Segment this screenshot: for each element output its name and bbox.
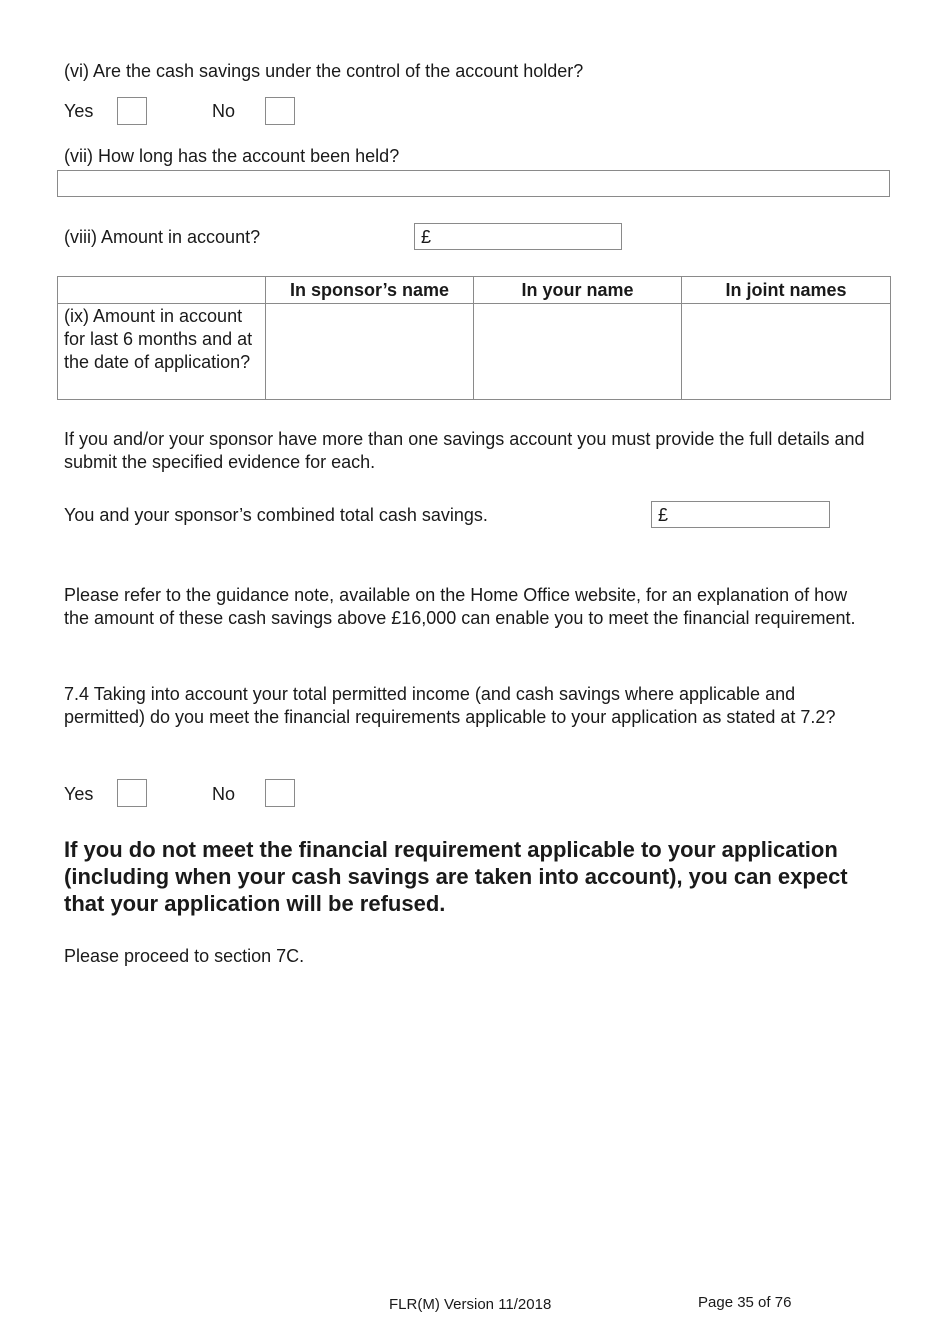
table-row [58,304,891,400]
multiple-accounts-note: If you and/or your sponsor have more than one savings account you must provide the full details and submit the specified evidence for each. [64,429,865,472]
combined-total-field[interactable] [651,501,830,528]
form-version: FLR(M) Version 11/2018 [389,1296,552,1313]
amount-in-account-field[interactable] [414,223,622,250]
question-7-4-yes-checkbox[interactable] [117,779,147,807]
savings-amount-table [57,276,891,400]
sponsor-name-amount-cell[interactable] [266,304,474,400]
pound-sign: £ [658,505,669,525]
table-header-your-name: In your name [474,277,682,304]
refusal-warning: If you do not meet the financial requirement applicable to your application (including when your cash savings are taken into account), you can expect that your application will be refused. [64,837,848,916]
question-viii: (viii) Amount in account? [64,227,261,247]
question-vi: (vi) Are the cash savings under the control of the account holder? [64,61,584,81]
guidance-note: Please refer to the guidance note, available on the Home Office website, for an explanation of how the amount of these cash savings above £16,000 can enable you to meet the financial requirement. [64,585,856,628]
account-held-duration-field[interactable] [57,170,890,197]
table-header-row [58,277,891,304]
table-header-sponsor: In sponsor’s name [266,277,474,304]
page-number: Page 35 of 76 [698,1294,792,1311]
table-header-joint-names: In joint names [682,277,891,304]
question-ix-label: (ix) Amount in account for last 6 months and at the date of application? [58,304,266,400]
question-vi-yes-checkbox[interactable] [117,97,147,125]
question-7-4: 7.4 Taking into account your total permitted income (and cash savings where applicable and permitted) do you meet the financial requirements applicable to your application as stated at 7.2? [64,684,836,727]
proceed-note: Please proceed to section 7C. [64,946,305,966]
question-vii: (vii) How long has the account been held? [64,146,400,166]
question-vi-yes-label: Yes [64,101,94,121]
your-name-amount-cell[interactable] [474,304,682,400]
question-vi-no-label: No [212,101,236,121]
combined-total-label: You and your sponsor’s combined total cash savings. [64,505,488,525]
question-vi-no-checkbox[interactable] [265,97,295,125]
joint-names-amount-cell[interactable] [682,304,891,400]
pound-sign: £ [421,227,432,247]
table-header-blank [58,277,266,304]
question-7-4-yes-label: Yes [64,784,94,804]
question-7-4-no-label: No [212,784,236,804]
question-7-4-no-checkbox[interactable] [265,779,295,807]
